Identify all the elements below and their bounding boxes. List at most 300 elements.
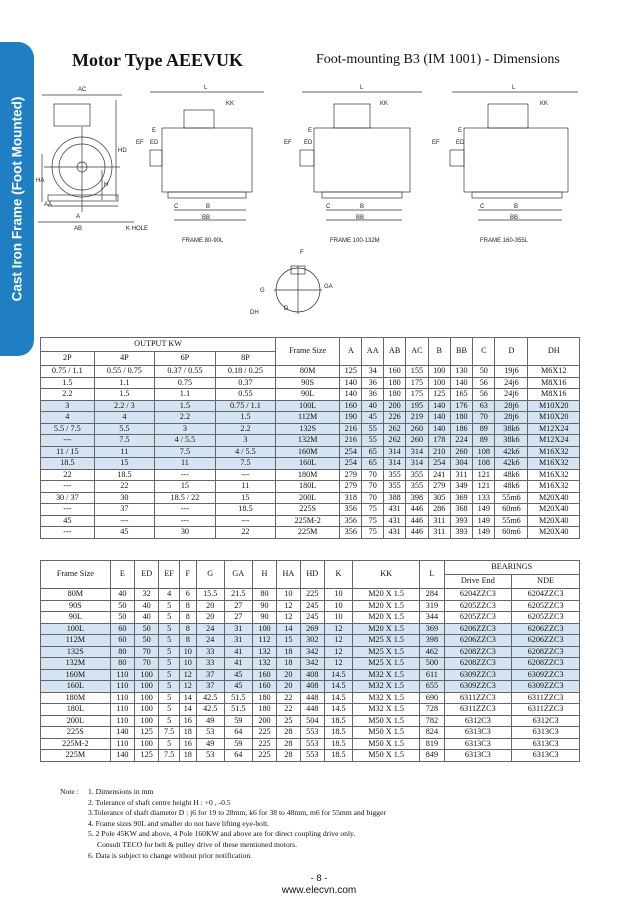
table-cell: 20	[277, 669, 300, 681]
table-cell: 49	[196, 715, 224, 727]
label-D: D	[284, 306, 289, 312]
table-cell: ---	[94, 515, 155, 527]
table-cell: 15	[277, 635, 300, 647]
table-cell: 108	[473, 458, 495, 470]
table-cell: 140	[110, 727, 134, 739]
table-cell: M32 X 1.5	[353, 692, 420, 704]
table-cell: 11	[215, 481, 276, 493]
table-cell: 5	[159, 715, 180, 727]
table-row	[41, 600, 580, 612]
table-cell: 48k6	[495, 481, 528, 493]
table-cell: 37	[196, 681, 224, 693]
bearings-header: BEARINGS	[444, 561, 579, 575]
label-AC: AC	[78, 87, 87, 93]
sidebar-label: Cast Iron Frame (Foot Mounted)	[9, 96, 25, 302]
table-cell: 398	[420, 635, 444, 647]
table-cell: 80	[252, 589, 276, 601]
col-HD: HD	[300, 561, 324, 589]
table-cell: 225	[252, 727, 276, 739]
table-cell: 284	[420, 589, 444, 601]
col-nde: NDE	[512, 575, 580, 589]
dimension-drawing	[34, 82, 614, 322]
table-cell: 1.1	[94, 377, 155, 389]
label-E-1: E	[152, 128, 157, 134]
label-HD: HD	[118, 148, 127, 154]
table-cell: 782	[420, 715, 444, 727]
table-cell: 34	[362, 366, 384, 378]
table-cell: 149	[473, 527, 495, 539]
table-cell: 314	[406, 458, 428, 470]
table-cell: 368	[450, 504, 472, 516]
table-cell: 12	[277, 600, 300, 612]
table-cell: 20	[196, 612, 224, 624]
label-B-2: B	[360, 204, 365, 210]
table-cell: 133	[473, 492, 495, 504]
table-cell: 5	[159, 704, 180, 716]
table-cell: 55m6	[495, 515, 528, 527]
label-F: F	[300, 250, 304, 256]
table-cell: 225	[252, 738, 276, 750]
table-cell: 42.5	[196, 692, 224, 704]
table-cell: 24	[196, 635, 224, 647]
table-cell: 18.5	[94, 469, 155, 481]
table-cell: 342	[300, 658, 324, 670]
table-cell: 5	[159, 692, 180, 704]
table-cell: 3	[215, 435, 276, 447]
table-cell: 226	[383, 412, 405, 424]
table-cell: 100	[252, 623, 276, 635]
table-cell: M25 X 1.5	[353, 646, 420, 658]
table-cell: 0.37	[215, 377, 276, 389]
table-cell: 50	[110, 612, 134, 624]
table-cell: M32 X 1.5	[353, 669, 420, 681]
table-cell: 53	[196, 727, 224, 739]
table-cell: 38k6	[495, 435, 528, 447]
table-cell: 140	[340, 377, 362, 389]
table-row	[41, 669, 580, 681]
table-cell: 10	[324, 589, 352, 601]
table-cell: ---	[41, 435, 95, 447]
table-cell: 64	[224, 727, 252, 739]
table-cell: 314	[406, 446, 428, 458]
table-cell: 14.5	[324, 681, 352, 693]
table-cell: 51.5	[224, 704, 252, 716]
table-cell: 7.5	[155, 446, 216, 458]
table-cell: 31	[224, 635, 252, 647]
note-item: 5. 2 Pole 45KW and above, 4 Pole 160KW and above are for direct coupling drive only.	[88, 829, 356, 839]
table-cell: 393	[450, 515, 472, 527]
table-cell: 269	[300, 623, 324, 635]
table-cell: 22	[277, 704, 300, 716]
table-cell: 31	[224, 623, 252, 635]
table-cell: 355	[406, 469, 428, 481]
table-cell: 369	[420, 623, 444, 635]
table-cell: 6	[179, 589, 196, 601]
table-cell: 80M	[276, 366, 340, 378]
table-cell: 49	[196, 738, 224, 750]
table-cell: 40	[135, 612, 159, 624]
table-cell: 53	[196, 750, 224, 762]
table-cell: M12X24	[528, 423, 580, 435]
label-AA: AA	[44, 202, 53, 208]
table-cell: 349	[450, 481, 472, 493]
table-cell: 6208ZZC3	[444, 646, 512, 658]
col-C: C	[473, 338, 495, 366]
label-L-3: L	[512, 85, 516, 91]
table-cell: 18	[277, 658, 300, 670]
table-cell: M20X40	[528, 492, 580, 504]
label-C-2: C	[326, 204, 331, 210]
table-cell: 22	[215, 527, 276, 539]
table-cell: 121	[473, 481, 495, 493]
page-subtitle: Foot-mounting B3 (IM 1001) - Dimensions	[316, 52, 560, 67]
table-cell: 21.5	[224, 589, 252, 601]
table-cell: 55	[362, 423, 384, 435]
table-cell: 6205ZZC3	[444, 612, 512, 624]
col-2p: 2P	[41, 352, 95, 366]
table-cell: 344	[420, 612, 444, 624]
table-cell: 245	[300, 612, 324, 624]
table-cell: 65	[362, 446, 384, 458]
table-cell: 56	[473, 377, 495, 389]
table-cell: 30	[94, 492, 155, 504]
table-cell: 355	[383, 469, 405, 481]
table-cell: 140	[428, 400, 450, 412]
table-cell: 12	[324, 635, 352, 647]
table-cell: 15	[215, 492, 276, 504]
table-cell: 48k6	[495, 469, 528, 481]
table-cell: 6206ZZC3	[444, 623, 512, 635]
col-E: E	[110, 561, 134, 589]
label-L-2: L	[360, 85, 364, 91]
table-cell: 5	[159, 669, 180, 681]
table-cell: M20 X 1.5	[353, 623, 420, 635]
col-AB: AB	[383, 338, 405, 366]
note-item: 2. Tolerance of shaft centre height H : +0 , -0.5	[88, 797, 231, 807]
table-cell: 33	[196, 658, 224, 670]
table-cell: 262	[383, 423, 405, 435]
table-cell: 504	[300, 715, 324, 727]
label-BB-2: BB	[356, 215, 365, 221]
table-cell: 100	[135, 704, 159, 716]
table-cell: 1.5	[41, 377, 95, 389]
table-cell: 398	[406, 492, 428, 504]
col-6p: 6P	[155, 352, 216, 366]
table-cell: 18	[179, 750, 196, 762]
table-cell: 279	[340, 469, 362, 481]
table-row	[41, 435, 580, 447]
table-cell: 18.5	[324, 750, 352, 762]
table-cell: 311	[428, 515, 450, 527]
table-cell: 18	[277, 646, 300, 658]
table-row	[41, 423, 580, 435]
table-cell: 112	[252, 635, 276, 647]
table-cell: 110	[110, 704, 134, 716]
table-cell: 100	[428, 377, 450, 389]
table-cell: 37	[94, 504, 155, 516]
table-cell: 408	[300, 681, 324, 693]
table-cell: 90	[252, 612, 276, 624]
table-cell: 200L	[41, 715, 111, 727]
label-GA: GA	[324, 284, 333, 290]
table-cell: 149	[473, 515, 495, 527]
table-cell: 75	[362, 515, 384, 527]
table-cell: M8X16	[528, 377, 580, 389]
table-cell: 10	[179, 646, 196, 658]
table-cell: 140	[428, 423, 450, 435]
table-cell: ---	[41, 527, 95, 539]
table-cell: 5.5 / 7.5	[41, 423, 95, 435]
page-number: - 8 -	[310, 873, 328, 884]
table-cell: 180	[252, 704, 276, 716]
table-cell: 12	[324, 658, 352, 670]
frame-label-1: FRAME 80-90L	[182, 238, 224, 244]
table-cell: 0.75	[155, 377, 216, 389]
table-cell: 4	[94, 412, 155, 424]
table-cell: 180M	[276, 469, 340, 481]
table-cell: 6206ZZC3	[444, 635, 512, 647]
col-A: A	[340, 338, 362, 366]
table-cell: 356	[340, 504, 362, 516]
table-cell: 140	[428, 412, 450, 424]
table-cell: 175	[406, 377, 428, 389]
table-cell: 8	[179, 623, 196, 635]
table-cell: 121	[473, 469, 495, 481]
table-cell: 319	[420, 600, 444, 612]
table-cell: 10	[179, 658, 196, 670]
table-row	[41, 692, 580, 704]
table-cell: 500	[420, 658, 444, 670]
table-cell: 175	[406, 389, 428, 401]
table-cell: 45	[41, 515, 95, 527]
col-F: F	[179, 561, 196, 589]
table-cell: 14.5	[324, 669, 352, 681]
table-cell: 28	[277, 750, 300, 762]
website-link[interactable]: www.elecvn.com	[281, 885, 357, 896]
table-cell: 160	[252, 681, 276, 693]
table-cell: 28	[277, 738, 300, 750]
table-cell: 42k6	[495, 446, 528, 458]
table-cell: 42k6	[495, 458, 528, 470]
frame-dimensions-table	[40, 560, 580, 762]
table-cell: 311	[450, 469, 472, 481]
table-cell: 690	[420, 692, 444, 704]
table-cell: M8X16	[528, 389, 580, 401]
table-cell: 45	[224, 669, 252, 681]
table-cell: 446	[406, 515, 428, 527]
table-cell: 448	[300, 704, 324, 716]
label-KK-1: KK	[226, 101, 235, 107]
table-row	[41, 727, 580, 739]
label-KK-2: KK	[380, 101, 389, 107]
table-cell: M50 X 1.5	[353, 750, 420, 762]
label-EF-1: EF	[136, 140, 144, 146]
table-cell: 12	[324, 623, 352, 635]
label-BB-3: BB	[510, 215, 519, 221]
label-BB-1: BB	[202, 215, 211, 221]
table-cell: 0.55 / 0.75	[94, 366, 155, 378]
table-cell: 132M	[276, 435, 340, 447]
table-cell: M32 X 1.5	[353, 681, 420, 693]
table-cell: 70	[135, 658, 159, 670]
label-L-1: L	[204, 85, 208, 91]
table-cell: 356	[340, 515, 362, 527]
table-cell: M50 X 1.5	[353, 738, 420, 750]
label-E-3: E	[458, 128, 463, 134]
table-row	[41, 527, 580, 539]
table-cell: 225S	[276, 504, 340, 516]
table-cell: M20X40	[528, 504, 580, 516]
col-EF: EF	[159, 561, 180, 589]
table-cell: 6309ZZC3	[512, 681, 580, 693]
table-cell: 89	[473, 435, 495, 447]
table-cell: 11	[94, 446, 155, 458]
table-cell: 4	[41, 412, 95, 424]
table-cell: 18.5	[41, 458, 95, 470]
table-cell: 32	[135, 589, 159, 601]
table-cell: 100	[428, 366, 450, 378]
table-cell: 286	[428, 504, 450, 516]
table-cell: M50 X 1.5	[353, 727, 420, 739]
label-B-1: B	[206, 204, 211, 210]
table-cell: 70	[362, 492, 384, 504]
table-cell: 45	[94, 527, 155, 539]
table-cell: 60	[110, 635, 134, 647]
table-cell: 14.5	[324, 692, 352, 704]
table-cell: 225	[300, 589, 324, 601]
table-cell: 20	[196, 600, 224, 612]
table-cell: 130	[450, 366, 472, 378]
table-cell: 180	[252, 692, 276, 704]
table-cell: 75	[362, 527, 384, 539]
col-BB: BB	[450, 338, 472, 366]
col-4p: 4P	[94, 352, 155, 366]
table-cell: 110	[110, 681, 134, 693]
table-cell: 448	[300, 692, 324, 704]
table-cell: 160L	[276, 458, 340, 470]
table-cell: 225S	[41, 727, 111, 739]
table-cell: 4	[159, 589, 180, 601]
note-item: Consult TECO for belt & pulley drive of these mentioned motors.	[97, 839, 298, 849]
table-cell: 6311ZZC3	[444, 692, 512, 704]
table-cell: 45	[362, 412, 384, 424]
table-cell: 2.2	[155, 412, 216, 424]
table-row	[41, 389, 580, 401]
table-row	[41, 366, 580, 378]
table-cell: 28j6	[495, 400, 528, 412]
table-cell: 7.5	[159, 727, 180, 739]
table-cell: 112M	[276, 412, 340, 424]
table-cell: 2.2	[215, 423, 276, 435]
table-cell: ---	[155, 515, 216, 527]
table-row	[41, 515, 580, 527]
table-cell: 200	[252, 715, 276, 727]
table-row	[41, 738, 580, 750]
label-C-3: C	[480, 204, 485, 210]
table-cell: 132S	[41, 646, 111, 658]
table-cell: 36	[362, 389, 384, 401]
page-title: Motor Type AEEVUK	[72, 50, 244, 70]
table-cell: M20X40	[528, 527, 580, 539]
table-cell: 155	[406, 366, 428, 378]
table-cell: M16X32	[528, 481, 580, 493]
table-cell: 50	[110, 600, 134, 612]
table-cell: 27	[224, 600, 252, 612]
table-cell: 260	[406, 435, 428, 447]
table-cell: 16	[179, 738, 196, 750]
label-AB: AB	[74, 226, 83, 232]
table-cell: 224	[450, 435, 472, 447]
table-cell: 45	[224, 681, 252, 693]
table-cell: 431	[383, 527, 405, 539]
note-item: 1. Dimensions in mm	[88, 787, 154, 796]
table-cell: 80M	[41, 589, 111, 601]
table-cell: 611	[420, 669, 444, 681]
table-cell: 149	[473, 504, 495, 516]
table-cell: 279	[428, 481, 450, 493]
table-cell: 446	[406, 527, 428, 539]
table-cell: 11	[155, 458, 216, 470]
label-EF-3: EF	[432, 140, 440, 146]
table-cell: 3	[155, 423, 216, 435]
table-cell: 7.5	[159, 750, 180, 762]
table-cell: 27	[224, 612, 252, 624]
table-cell: 100	[135, 681, 159, 693]
table-cell: 7.5	[94, 435, 155, 447]
table-cell: 36	[362, 377, 384, 389]
table-cell: 1.5	[215, 412, 276, 424]
table-cell: 5.5	[94, 423, 155, 435]
table-cell: 431	[383, 515, 405, 527]
table-cell: 318	[340, 492, 362, 504]
output-dimensions-table	[40, 337, 580, 539]
table-cell: 24	[196, 623, 224, 635]
table-cell: 160	[383, 366, 405, 378]
table-cell: 0.55	[215, 389, 276, 401]
table-cell: 100	[135, 738, 159, 750]
table-cell: 6204ZZC3	[444, 589, 512, 601]
table-row	[41, 704, 580, 716]
table-cell: 180L	[276, 481, 340, 493]
table-cell: 262	[383, 435, 405, 447]
table-cell: 40	[362, 400, 384, 412]
table-cell: M32 X 1.5	[353, 704, 420, 716]
table-cell: 6206ZZC3	[512, 635, 580, 647]
table-cell: 1.5	[155, 400, 216, 412]
label-HA: HA	[36, 178, 45, 184]
table-cell: 20	[277, 681, 300, 693]
table-cell: 2.2 / 3	[94, 400, 155, 412]
table-cell: 180M	[41, 692, 111, 704]
table-cell: ---	[155, 469, 216, 481]
table-cell: 110	[110, 738, 134, 750]
table-cell: 112M	[41, 635, 111, 647]
table-cell: 6206ZZC3	[512, 623, 580, 635]
col-HA: HA	[277, 561, 300, 589]
table-cell: M25 X 1.5	[353, 658, 420, 670]
table-cell: 195	[406, 400, 428, 412]
table-cell: 14.5	[324, 704, 352, 716]
table-cell: 5	[159, 738, 180, 750]
table-cell: 355	[406, 481, 428, 493]
table-cell: 132	[252, 658, 276, 670]
note-item: 3.Tolerance of shaft diameter D : j6 for 19 to 28mm, k6 for 38 to 48mm, m6 for 55mm and bigger	[88, 808, 386, 818]
table-cell: 18	[179, 727, 196, 739]
table-row	[41, 469, 580, 481]
table-row	[41, 492, 580, 504]
table-cell: 6309ZZC3	[512, 669, 580, 681]
table-cell: 70	[135, 646, 159, 658]
